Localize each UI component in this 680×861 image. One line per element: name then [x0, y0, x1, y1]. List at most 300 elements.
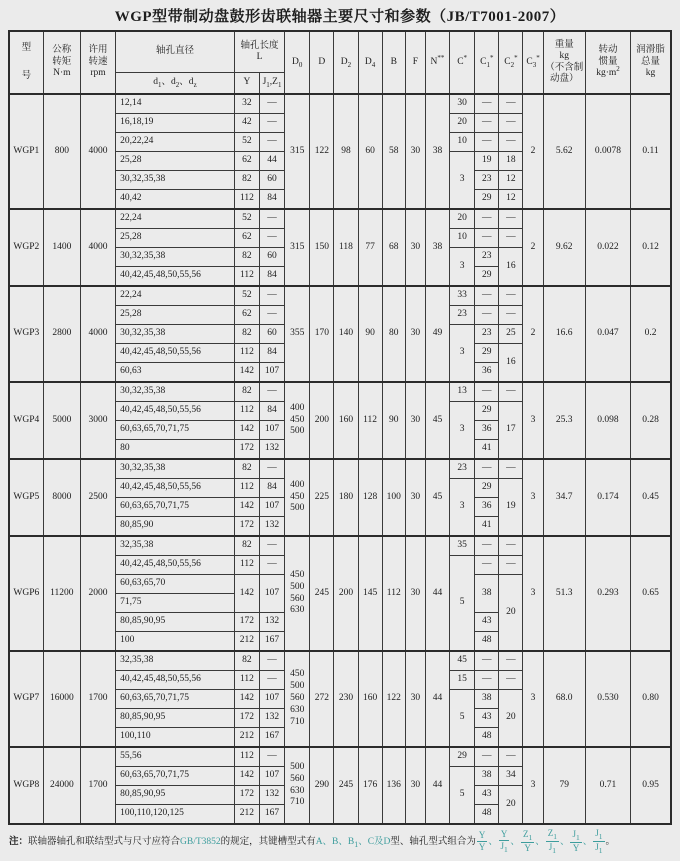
c1-cell: — [475, 747, 499, 767]
c2-cell: — [499, 747, 523, 767]
c-cell: 15 [450, 671, 475, 690]
inertia-cell: 0.022 [585, 209, 630, 286]
d0-cell: 450 500 560 630 [285, 536, 310, 651]
model-group-WGP2 [9, 209, 671, 286]
bore-cell: 55,56 [116, 747, 235, 767]
bore-cell: 30,32,35,38 [116, 459, 235, 479]
c2-cell: 17 [499, 402, 523, 460]
torque-cell: 800 [43, 94, 80, 209]
grease-cell: 0.12 [631, 209, 671, 286]
bore-cell: 40,42 [116, 190, 235, 210]
col-n: N** [425, 31, 449, 94]
model-cell: WGP1 [9, 94, 43, 209]
c2-cell: 16 [499, 248, 523, 287]
b-cell: 100 [382, 459, 405, 536]
bore-cell: 32,35,38 [116, 536, 235, 556]
bore-cell: 40,42,45,48,50,55,56 [116, 402, 235, 421]
length-y-cell: 142 [234, 421, 259, 440]
length-j-cell: — [259, 382, 284, 402]
col-d: D [310, 31, 334, 94]
c-cell: 3 [450, 152, 475, 210]
c1-cell: 43 [475, 709, 499, 728]
length-j-cell: 167 [259, 805, 284, 825]
c1-cell: 23 [475, 248, 499, 267]
bore-cell: 80 [116, 440, 235, 460]
length-y-cell: 112 [234, 747, 259, 767]
bore-cell: 25,28 [116, 152, 235, 171]
bore-cell: 40,42,45,48,50,55,56 [116, 671, 235, 690]
col-weight: 重量 kg （不含制 动盘） [543, 31, 585, 94]
length-j-cell: 107 [259, 575, 284, 613]
bore-cell: 40,42,45,48,50,55,56 [116, 479, 235, 498]
d2-cell: 200 [334, 536, 358, 651]
note-separator: 、 [582, 836, 593, 847]
length-y-cell: 82 [234, 536, 259, 556]
d-cell: 150 [310, 209, 334, 286]
c2-cell: 20 [499, 786, 523, 825]
length-y-cell: 62 [234, 306, 259, 325]
inertia-cell: 0.098 [585, 382, 630, 459]
model-group-WGP1 [9, 94, 671, 209]
b-cell: 80 [382, 286, 405, 382]
spec-table-header [9, 31, 671, 94]
c1-cell: 38 [475, 690, 499, 709]
table-row [9, 382, 671, 402]
c-cell: 23 [450, 459, 475, 479]
length-j-cell: 84 [259, 190, 284, 210]
c2-cell: — [499, 94, 523, 114]
n-cell: 38 [425, 94, 449, 209]
bore-cell: 60,63,65,70 [116, 575, 235, 594]
b-cell: 68 [382, 209, 405, 286]
speed-cell: 1700 [80, 651, 115, 747]
inertia-cell: 0.71 [585, 747, 630, 824]
col-torque: 公称 转矩 N·m [43, 31, 80, 94]
length-j-cell: 132 [259, 786, 284, 805]
col-bore-length: 轴孔长度 L [234, 31, 284, 73]
bore-combination: $\frac{Y}{J_1}$ [500, 829, 508, 854]
length-j-cell: 60 [259, 248, 284, 267]
model-cell: WGP8 [9, 747, 43, 824]
speed-cell: 2500 [80, 459, 115, 536]
bore-combination: $\frac{Z_1}{Y}$ [522, 829, 533, 854]
n-cell: 44 [425, 747, 449, 824]
c1-cell: 38 [475, 575, 499, 613]
length-j-cell: 167 [259, 632, 284, 652]
col-c2: $C_2^*$ [499, 31, 523, 94]
col-f: F [405, 31, 425, 94]
torque-cell: 1400 [43, 209, 80, 286]
c1-cell: 29 [475, 402, 499, 421]
length-j-cell: — [259, 556, 284, 575]
c-cell: 5 [450, 556, 475, 652]
length-j-cell: 84 [259, 267, 284, 287]
length-y-cell: 142 [234, 767, 259, 786]
length-y-cell: 52 [234, 133, 259, 152]
bore-cell: 20,22,24 [116, 133, 235, 152]
length-y-cell: 82 [234, 651, 259, 671]
d-cell: 122 [310, 94, 334, 209]
c2-cell: 12 [499, 190, 523, 210]
c1-cell: 36 [475, 363, 499, 383]
col-bore-diameter: 轴孔直径 [116, 31, 235, 73]
length-y-cell: 142 [234, 575, 259, 613]
c1-cell: 29 [475, 267, 499, 287]
inertia-cell: 0.174 [585, 459, 630, 536]
model-cell: WGP6 [9, 536, 43, 651]
d2-cell: 245 [334, 747, 358, 824]
length-j-cell: 107 [259, 421, 284, 440]
weight-cell: 34.7 [543, 459, 585, 536]
col-grease: 润滑脂 总量 kg [631, 31, 671, 94]
b-cell: 136 [382, 747, 405, 824]
bore-cell: 71,75 [116, 594, 235, 613]
length-y-cell: 112 [234, 190, 259, 210]
length-j-cell: — [259, 671, 284, 690]
c2-cell: — [499, 651, 523, 671]
c2-cell: 18 [499, 152, 523, 171]
torque-cell: 11200 [43, 536, 80, 651]
grease-cell: 0.28 [631, 382, 671, 459]
torque-cell: 8000 [43, 459, 80, 536]
note-text: GB/T3852 [180, 836, 221, 847]
length-y-cell: 52 [234, 286, 259, 306]
length-j-cell: — [259, 133, 284, 152]
c2-cell: 20 [499, 690, 523, 748]
weight-cell: 79 [543, 747, 585, 824]
weight-cell: 5.62 [543, 94, 585, 209]
d-cell: 225 [310, 459, 334, 536]
length-y-cell: 172 [234, 786, 259, 805]
length-y-cell: 112 [234, 479, 259, 498]
n-cell: 45 [425, 382, 449, 459]
d4-cell: 60 [358, 94, 382, 209]
c1-cell: — [475, 459, 499, 479]
d2-cell: 230 [334, 651, 358, 747]
length-y-cell: 142 [234, 498, 259, 517]
f-cell: 30 [405, 286, 425, 382]
length-y-cell: 212 [234, 728, 259, 748]
model-group-WGP5 [9, 459, 671, 536]
bore-combination: $\frac{J_1}{J_1}$ [595, 828, 603, 856]
c2-cell: — [499, 114, 523, 133]
c1-cell: 38 [475, 767, 499, 786]
length-j-cell: 44 [259, 152, 284, 171]
bore-cell: 30,32,35,38 [116, 382, 235, 402]
col-c3: $C_3^*$ [523, 31, 543, 94]
length-j-cell: 132 [259, 440, 284, 460]
model-cell: WGP3 [9, 286, 43, 382]
col-d2: $D_2$ [334, 31, 358, 94]
c2-cell: 12 [499, 171, 523, 190]
f-cell: 30 [405, 382, 425, 459]
c2-cell: 16 [499, 344, 523, 383]
weight-cell: 25.3 [543, 382, 585, 459]
weight-cell: 51.3 [543, 536, 585, 651]
c3-cell: 3 [523, 459, 543, 536]
c1-cell: 43 [475, 786, 499, 805]
col-d4: $D_4$ [358, 31, 382, 94]
f-cell: 30 [405, 459, 425, 536]
d4-cell: 128 [358, 459, 382, 536]
bore-combination: $\frac{J_1}{Y}$ [572, 829, 580, 854]
b-cell: 90 [382, 382, 405, 459]
length-j-cell: 60 [259, 171, 284, 190]
c2-cell: 20 [499, 575, 523, 652]
bore-cell: 40,42,45,48,50,55,56 [116, 344, 235, 363]
c1-cell: — [475, 556, 499, 575]
c-cell: 3 [450, 479, 475, 537]
col-speed: 许用 转速 rpm [80, 31, 115, 94]
speed-cell: 3000 [80, 382, 115, 459]
length-j-cell: — [259, 536, 284, 556]
model-cell: WGP5 [9, 459, 43, 536]
d4-cell: 160 [358, 651, 382, 747]
c-cell: 45 [450, 651, 475, 671]
model-group-WGP4 [9, 382, 671, 459]
length-y-cell: 82 [234, 248, 259, 267]
length-j-cell: 107 [259, 690, 284, 709]
c1-cell: — [475, 209, 499, 229]
length-j-cell: 132 [259, 613, 284, 632]
c3-cell: 3 [523, 747, 543, 824]
d4-cell: 145 [358, 536, 382, 651]
c3-cell: 3 [523, 651, 543, 747]
c2-cell: 19 [499, 479, 523, 537]
speed-cell: 4000 [80, 94, 115, 209]
c1-cell: 19 [475, 152, 499, 171]
inertia-cell: 0.530 [585, 651, 630, 747]
weight-cell: 9.62 [543, 209, 585, 286]
length-y-cell: 112 [234, 267, 259, 287]
length-y-cell: 82 [234, 171, 259, 190]
c-cell: 3 [450, 325, 475, 383]
length-j-cell: 132 [259, 517, 284, 537]
c2-cell: — [499, 229, 523, 248]
speed-cell: 4000 [80, 286, 115, 382]
inertia-cell: 0.0078 [585, 94, 630, 209]
c3-cell: 3 [523, 536, 543, 651]
length-j-cell: 167 [259, 728, 284, 748]
c1-cell: 23 [475, 171, 499, 190]
c-cell: 23 [450, 306, 475, 325]
c-cell: 29 [450, 747, 475, 767]
length-j-cell: — [259, 306, 284, 325]
col-length-j: $J_1,Z_1$ [259, 73, 284, 95]
d-cell: 170 [310, 286, 334, 382]
c1-cell: — [475, 133, 499, 152]
length-y-cell: 142 [234, 690, 259, 709]
d4-cell: 176 [358, 747, 382, 824]
bore-combination: $\frac{Y}{Y}$ [478, 830, 486, 853]
length-y-cell: 212 [234, 632, 259, 652]
c1-cell: — [475, 306, 499, 325]
note-separator: 、 [559, 836, 570, 847]
table-row [9, 651, 671, 671]
d2-cell: 160 [334, 382, 358, 459]
c1-cell: 29 [475, 344, 499, 363]
grease-cell: 0.45 [631, 459, 671, 536]
b-cell: 58 [382, 94, 405, 209]
col-length-y: Y [234, 73, 259, 95]
c2-cell: — [499, 133, 523, 152]
d4-cell: 90 [358, 286, 382, 382]
d0-cell: 315 [285, 209, 310, 286]
c1-cell: 48 [475, 728, 499, 748]
model-cell: WGP7 [9, 651, 43, 747]
c1-cell: 23 [475, 325, 499, 344]
note-text: A、B、$B_1$、C及D [315, 836, 391, 849]
c1-cell: 36 [475, 421, 499, 440]
grease-cell: 0.2 [631, 286, 671, 382]
weight-cell: 68.0 [543, 651, 585, 747]
d0-cell: 315 [285, 94, 310, 209]
bore-cell: 30,32,35,38 [116, 325, 235, 344]
speed-cell: 2000 [80, 536, 115, 651]
d-cell: 200 [310, 382, 334, 459]
c3-cell: 2 [523, 209, 543, 286]
length-y-cell: 142 [234, 363, 259, 383]
c-cell: 20 [450, 114, 475, 133]
length-j-cell: — [259, 747, 284, 767]
length-j-cell: — [259, 286, 284, 306]
bore-cell: 60,63,65,70,71,75 [116, 690, 235, 709]
length-j-cell: — [259, 94, 284, 114]
torque-cell: 5000 [43, 382, 80, 459]
c1-cell: 48 [475, 632, 499, 652]
inertia-cell: 0.293 [585, 536, 630, 651]
length-y-cell: 172 [234, 517, 259, 537]
length-y-cell: 82 [234, 325, 259, 344]
table-row [9, 747, 671, 767]
bore-cell: 60,63,65,70,71,75 [116, 421, 235, 440]
length-y-cell: 112 [234, 671, 259, 690]
c-cell: 33 [450, 286, 475, 306]
bore-cell: 25,28 [116, 306, 235, 325]
f-cell: 30 [405, 94, 425, 209]
speed-cell: 1700 [80, 747, 115, 824]
n-cell: 49 [425, 286, 449, 382]
c1-cell: 29 [475, 190, 499, 210]
c-cell: 30 [450, 94, 475, 114]
length-j-cell: 132 [259, 709, 284, 728]
length-y-cell: 172 [234, 709, 259, 728]
d-cell: 245 [310, 536, 334, 651]
length-j-cell: 84 [259, 402, 284, 421]
c-cell: 35 [450, 536, 475, 556]
d2-cell: 98 [334, 94, 358, 209]
c2-cell: — [499, 671, 523, 690]
n-cell: 45 [425, 459, 449, 536]
bore-cell: 32,35,38 [116, 651, 235, 671]
note-text: 的规定，其键槽型式有 [220, 836, 316, 847]
c1-cell: 36 [475, 498, 499, 517]
note-text: 联轴器轴孔和联结型式与尺寸应符合 [28, 836, 181, 847]
col-b: B [382, 31, 405, 94]
grease-cell: 0.80 [631, 651, 671, 747]
col-c1: $C_1^*$ [475, 31, 499, 94]
c1-cell: — [475, 536, 499, 556]
model-cell: WGP2 [9, 209, 43, 286]
length-y-cell: 32 [234, 94, 259, 114]
bore-cell: 30,32,35,38 [116, 248, 235, 267]
bore-cell: 100,110,120,125 [116, 805, 235, 825]
n-cell: 44 [425, 536, 449, 651]
d-cell: 290 [310, 747, 334, 824]
bore-cell: 22,24 [116, 209, 235, 229]
length-j-cell: 107 [259, 363, 284, 383]
n-cell: 38 [425, 209, 449, 286]
model-group-WGP6 [9, 536, 671, 651]
c1-cell: 43 [475, 613, 499, 632]
length-y-cell: 112 [234, 402, 259, 421]
c-cell: 13 [450, 382, 475, 402]
c2-cell: — [499, 536, 523, 556]
col-bore-diameter-sub: $d_1$、$d_2$、$d_z$ [116, 73, 235, 95]
d0-cell: 450 500 560 630 710 [285, 651, 310, 747]
note-separator: 、 [488, 836, 498, 847]
length-j-cell: — [259, 651, 284, 671]
c-cell: 10 [450, 229, 475, 248]
c1-cell: 41 [475, 517, 499, 537]
length-y-cell: 82 [234, 459, 259, 479]
c2-cell: — [499, 459, 523, 479]
f-cell: 30 [405, 536, 425, 651]
d4-cell: 77 [358, 209, 382, 286]
d2-cell: 140 [334, 286, 358, 382]
c1-cell: 48 [475, 805, 499, 825]
c3-cell: 2 [523, 286, 543, 382]
footnote [8, 829, 672, 855]
table-row [9, 94, 671, 114]
length-j-cell: 84 [259, 479, 284, 498]
weight-cell: 16.6 [543, 286, 585, 382]
c1-cell: — [475, 286, 499, 306]
c2-cell: — [499, 286, 523, 306]
grease-cell: 0.65 [631, 536, 671, 651]
n-cell: 44 [425, 651, 449, 747]
bore-cell: 16,18,19 [116, 114, 235, 133]
model-group-WGP7 [9, 651, 671, 747]
d2-cell: 118 [334, 209, 358, 286]
length-y-cell: 62 [234, 152, 259, 171]
length-y-cell: 172 [234, 440, 259, 460]
note-label: 注： [9, 836, 29, 847]
d4-cell: 112 [358, 382, 382, 459]
torque-cell: 16000 [43, 651, 80, 747]
length-y-cell: 52 [234, 209, 259, 229]
length-j-cell: — [259, 459, 284, 479]
inertia-cell: 0.047 [585, 286, 630, 382]
bore-cell: 40,42,45,48,50,55,56 [116, 267, 235, 287]
c-cell: 3 [450, 248, 475, 287]
f-cell: 30 [405, 747, 425, 824]
d-cell: 272 [310, 651, 334, 747]
length-y-cell: 212 [234, 805, 259, 825]
torque-cell: 24000 [43, 747, 80, 824]
c2-cell: 34 [499, 767, 523, 786]
length-j-cell: — [259, 229, 284, 248]
length-j-cell: 107 [259, 498, 284, 517]
bore-cell: 12,14 [116, 94, 235, 114]
c2-cell: — [499, 556, 523, 575]
d0-cell: 400 450 500 [285, 459, 310, 536]
length-y-cell: 112 [234, 344, 259, 363]
length-j-cell: 60 [259, 325, 284, 344]
length-y-cell: 172 [234, 613, 259, 632]
note-tail: 。 [605, 836, 616, 847]
c-cell: 3 [450, 402, 475, 460]
